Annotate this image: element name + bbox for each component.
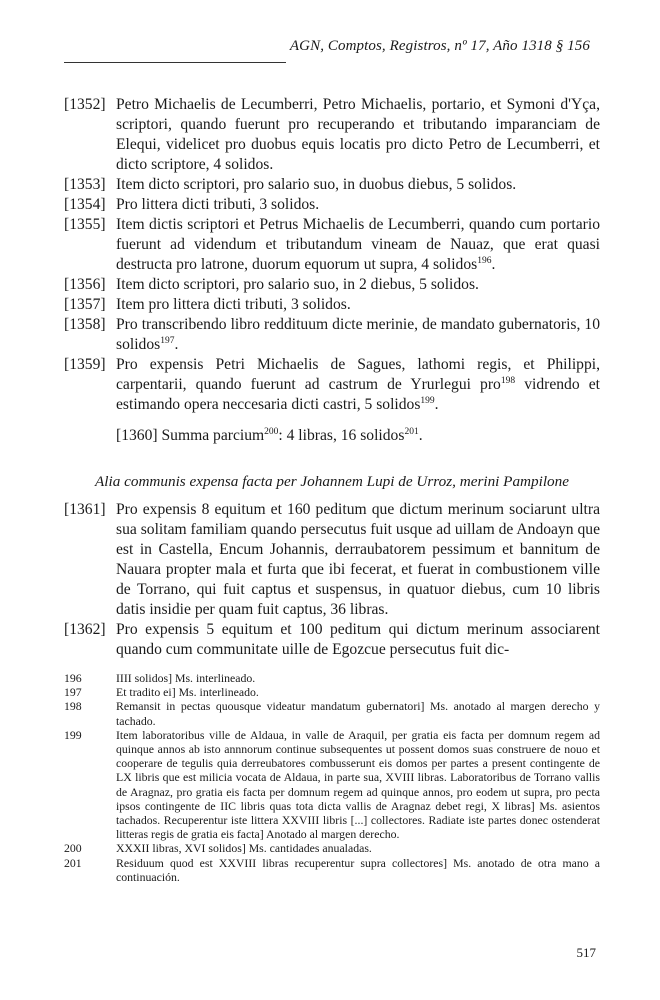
running-head: AGN, Comptos, Registros, nº 17, Año 1318 § 156 bbox=[289, 38, 590, 54]
footnote-ref[interactable]: 199 bbox=[420, 396, 435, 406]
entry-body-continued: vidrendo et estimando opera neccesaria dicti castri, 5 solidos bbox=[116, 376, 601, 413]
entry-number: [1358] bbox=[64, 316, 106, 333]
entry-tail: . bbox=[174, 336, 179, 353]
entry-body: Pro expensis Petri Michaelis de Sagues, lathomi regis, et Philippi, carpentarii, quando fuerunt ad castrum de Yrurlegui pro bbox=[116, 356, 600, 393]
entry-text: Petro Michaelis de Lecumberri, Petro Michaelis, portario, et Symoni d'Yça, scriptori, quando fuerunt pro recuperando et tributando imparanciam de Elequi, videlicet pro duobus equis locatis pro dicto Petro de Lecumberri, et dicto scriptore, 4 solidos. bbox=[116, 96, 600, 173]
summa-line bbox=[116, 426, 600, 446]
footnote-198 bbox=[64, 699, 600, 727]
main-text bbox=[64, 95, 600, 660]
entry-number: [1353] bbox=[64, 176, 106, 193]
footnote-text: XXXII libras, XVI solidos] Ms. cantidades anualadas. bbox=[116, 841, 372, 856]
footnote-ref[interactable]: 196 bbox=[477, 256, 492, 266]
entry-body: Item dictis scriptori et Petrus Michaelis de Lecumberri, quando cum portario fuerunt ad videndum et tributandum vineam de Nauaz, que erat quasi destructa pro latrone, duorum equorum ut supra, 4 solidos bbox=[116, 216, 600, 273]
entry-1355 bbox=[64, 215, 600, 275]
footnote-number: 199 bbox=[64, 727, 82, 742]
summa-label: Summa parcium bbox=[161, 427, 265, 444]
entry-1354 bbox=[64, 195, 600, 215]
entry-1359 bbox=[64, 355, 600, 415]
footnote-201 bbox=[64, 856, 600, 884]
footnote-number: 197 bbox=[64, 685, 82, 700]
footnote-number: 200 bbox=[64, 841, 82, 856]
footnote-text: Et tradito ei] Ms. interlineado. bbox=[116, 685, 259, 700]
entry-1356 bbox=[64, 275, 600, 295]
entry-text: Pro expensis 8 equitum et 160 peditum que dictum merinum sociarunt ultra sua solitam familiam quando persecutus fuit usque ad uillam de Andoayn que est in Castella, Encum Johannis, derraubatorem pessimum et bannitum de Nauara propter mala et furta que ibi fecerat, et fuerat in combustionem ville de Torrano, qui fuit captus et suspensus, in quatuor diebus, cum 10 libris datis insidie per quam fuit captus, 36 libras. bbox=[116, 501, 600, 618]
entry-1361 bbox=[64, 500, 600, 620]
footnote-ref[interactable]: 197 bbox=[160, 336, 175, 346]
entry-number: [1355] bbox=[64, 216, 106, 233]
footnotes bbox=[64, 671, 600, 884]
entry-number: [1357] bbox=[64, 296, 106, 313]
footnote-text: Item laboratoribus ville de Aldaua, in valle de Araquil, per gratia eis facta per domnum regem ad quinque annos ab isto annnorum continue subsequentes ut possent domos suas construere de nouo et cooperare de tegulis quia derreubatores combusserunt eis domos per partes a present contingente de LX libris que est milicia vocata de Aldaua, in parte sua, XVIII libras. Laboratoribus de Torrano vallis de Aragnaz, pro gratia eis facta per domnum regem ad quinque annos, pro eodem ut supra, pro pecta ipsos contingente de IIC libris quas tota dicta vallis de Aragnaz debet regi, X libras] Ms. asientos tachados. Recuperentur iste littera XXVIII libris [...] collectores. Radiate iste partes donec ostenderat litteras regis de gratia eis facta] Anotado al margen derecho. bbox=[116, 727, 600, 842]
entry-text bbox=[116, 355, 600, 415]
footnote-199 bbox=[64, 728, 600, 842]
entry-tail: . bbox=[434, 396, 439, 413]
summa-number: [1360] bbox=[116, 427, 158, 444]
entry-1357 bbox=[64, 295, 600, 315]
summa-amount: : 4 libras, 16 solidos bbox=[278, 427, 405, 444]
footnote-text: IIII solidos] Ms. interlineado. bbox=[116, 671, 256, 685]
entry-text: Pro littera dicti tributi, 3 solidos. bbox=[116, 196, 320, 213]
entry-number: [1362] bbox=[64, 621, 106, 638]
footnote-197 bbox=[64, 685, 600, 699]
footnote-196 bbox=[64, 671, 600, 685]
footnote-ref[interactable]: 198 bbox=[500, 376, 516, 386]
entry-number: [1359] bbox=[64, 356, 106, 373]
page-number: 517 bbox=[576, 945, 596, 960]
entry-text: Item dicto scriptori, pro salario suo, in duobus diebus, 5 solidos. bbox=[116, 176, 517, 193]
header-rule bbox=[64, 62, 286, 63]
footnote-text: Residuum quod est XXVIII libras recuperentur supra collectores] Ms. anotado de otra mano a continuación. bbox=[116, 855, 600, 884]
footnote-number: 198 bbox=[64, 699, 82, 714]
footnote-number: 196 bbox=[64, 671, 82, 685]
entry-1352 bbox=[64, 95, 600, 175]
entry-1362 bbox=[64, 620, 600, 660]
footnote-number: 201 bbox=[64, 855, 82, 870]
entry-text: Item pro littera dicti tributi, 3 solidos. bbox=[116, 296, 351, 313]
entry-number: [1354] bbox=[64, 196, 106, 213]
entry-text: Pro expensis 5 equitum et 100 peditum qui dictum merinum associarent quando cum communitate uille de Egozcue persecutus fuit dic- bbox=[116, 621, 600, 658]
summa-tail: . bbox=[418, 427, 423, 444]
footnote-ref[interactable]: 201 bbox=[404, 427, 419, 437]
entry-number: [1356] bbox=[64, 276, 106, 293]
entry-body: Pro transcribendo libro reddituum dicte merinie, de mandato gubernatoris, 10 solidos bbox=[116, 316, 600, 353]
entry-text bbox=[116, 315, 600, 355]
entry-text: Item dicto scriptori, pro salario suo, in 2 diebus, 5 solidos. bbox=[116, 276, 479, 293]
footnote-text: Remansit in pectas quousque videatur mandatum gubernatori] Ms. anotado al margen derecho y tachado. bbox=[116, 699, 600, 728]
entry-number: [1352] bbox=[64, 96, 106, 113]
entry-1358 bbox=[64, 315, 600, 355]
entry-text bbox=[116, 215, 600, 275]
entry-tail: . bbox=[491, 256, 496, 273]
footnote-ref[interactable]: 200 bbox=[264, 427, 279, 437]
entry-number: [1361] bbox=[64, 501, 106, 518]
entry-1353 bbox=[64, 175, 600, 195]
section-heading: Alia communis expensa facta per Johannem Lupi de Urroz, merini Pampilone bbox=[95, 473, 569, 490]
footnote-200 bbox=[64, 841, 600, 855]
